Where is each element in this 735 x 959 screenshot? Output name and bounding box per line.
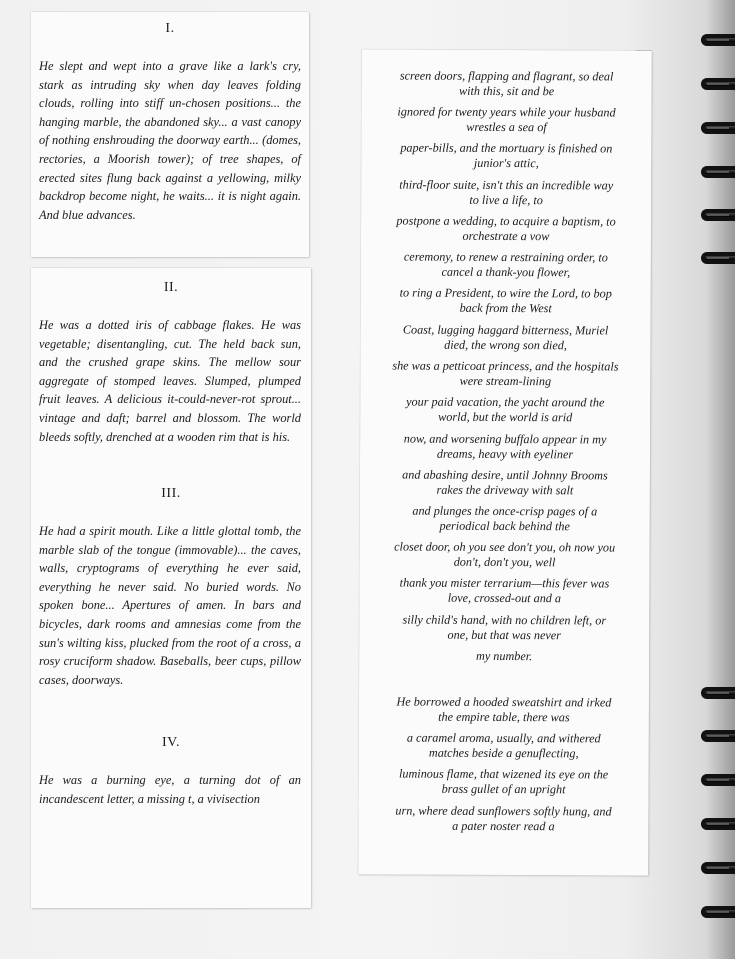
poem-stanza xyxy=(360,467,650,498)
poem-line: He borrowed a hooded sweatshirt and irked xyxy=(396,694,612,710)
poem-stanza xyxy=(359,766,649,797)
spiral-binding xyxy=(695,0,735,959)
section-1-text: He slept and wept into a grave like a lark's cry, stark as intruding sky when day leaves folding clouds, rolling into stiff un-chosen positions... the hanging marble, the abandoned sky... a vast canopy of nothing enshrouding the doorway earth... (domes, rectories, a Moorish tower); of tree shapes, of erected sites flung back against a yellowing, milky backdrop become night, he waits... it is night again. And blue advances. xyxy=(39,59,301,222)
poem-line: a caramel aroma, usually, and withered xyxy=(406,730,601,746)
poem-line: she was a petticoat princess, and the hospitals xyxy=(392,358,619,374)
poem-line-continuation: love, crossed-out and a xyxy=(447,590,562,606)
section-4-text: He was a burning eye, a turning dot of an incandescent letter, a missing t, a vivisection xyxy=(39,773,301,806)
poem-line: third-floor suite, isn't this an incredible way xyxy=(399,177,614,193)
poem-line: urn, where dead sunflowers softly hung, and xyxy=(395,803,612,819)
poem-stanza xyxy=(361,249,651,280)
poem-line-continuation: to live a life, to xyxy=(469,192,543,208)
poem-line: your paid vacation, the yacht around the xyxy=(406,394,605,410)
spiral-ring xyxy=(701,252,735,264)
poem-line-continuation: wrestles a sea of xyxy=(466,119,547,135)
poem-stanza xyxy=(360,503,650,534)
poem-line-continuation: a pater noster read a xyxy=(452,818,555,834)
poem-line-continuation: matches beside a genuflecting, xyxy=(428,745,579,761)
poem-stanza xyxy=(359,648,649,664)
poem-line-continuation: were stream-lining xyxy=(459,373,552,389)
section-1-numeral: I. xyxy=(165,21,175,36)
clipping-section-1 xyxy=(31,12,309,257)
poem-stanza xyxy=(359,575,649,606)
poem-stanza xyxy=(360,431,650,462)
spiral-ring xyxy=(701,122,735,134)
poem-stanza xyxy=(359,612,649,643)
poem-line-continuation: cancel a thank-you flower, xyxy=(441,264,571,280)
poem-stanza xyxy=(359,694,649,725)
poem-stanza xyxy=(360,539,650,570)
spiral-ring xyxy=(701,78,735,90)
spiral-ring xyxy=(701,687,735,699)
poem-stanza xyxy=(361,140,651,171)
clipping-poem-column xyxy=(358,49,652,875)
poem-stanza xyxy=(361,213,651,244)
poem-line-continuation: back from the West xyxy=(459,300,552,316)
poem-line: postpone a wedding, to acquire a baptism, to xyxy=(396,213,616,229)
poem-line-continuation: with this, sit and be xyxy=(459,83,555,99)
poem-line-continuation: don't, don't you, well xyxy=(453,554,556,570)
poem-line-continuation: orchestrate a vow xyxy=(462,228,550,244)
spiral-ring xyxy=(701,906,735,918)
poem-line-continuation: rakes the driveway with salt xyxy=(436,482,574,498)
poem-line-continuation: dreams, heavy with eyeliner xyxy=(436,446,574,462)
poem-stanza xyxy=(362,68,652,99)
poem-line: Coast, lugging haggard bitterness, Muriel xyxy=(402,322,609,338)
section-3-numeral: III. xyxy=(161,486,181,501)
spiral-ring xyxy=(701,166,735,178)
poem-stanza xyxy=(359,730,649,761)
section-4-numeral: IV. xyxy=(162,735,180,750)
poem-line: closet door, oh you see don't you, oh now you xyxy=(394,539,616,555)
section-2-numeral: II. xyxy=(163,280,179,295)
spiral-ring xyxy=(701,34,735,46)
poem-line: and abashing desire, until Johnny Brooms xyxy=(402,467,608,483)
poem-line: luminous flame, that wizened its eye on the xyxy=(399,766,609,782)
poem-stanza xyxy=(360,358,650,389)
poem-line-continuation: junior's attic, xyxy=(473,155,539,171)
poem-line-continuation: died, the wrong son died, xyxy=(444,337,567,353)
poem-stanza xyxy=(360,322,650,353)
poem-line: screen doors, flapping and flagrant, so deal xyxy=(399,68,614,84)
spiral-ring xyxy=(701,209,735,221)
poem-stanza xyxy=(360,394,650,425)
spiral-ring xyxy=(701,818,735,830)
poem-line-continuation: one, but that was never xyxy=(447,627,561,643)
section-3-text: He had a spirit mouth. Like a little glottal tomb, the marble slab of the tongue (immovable)... the caves, walls, cryptograms of everything he ever said, everything he never said. No buried words. No spoken bone... Apertures of amen. In bars and bicycles, dark rooms and amnesias come from the sun's wilting kiss, plucked from the root of a cross, a rosy cruciform shadow. Baseballs, beer cups, pillow cases, doorways. xyxy=(39,524,301,687)
poem-stanza xyxy=(358,803,648,834)
spiral-ring xyxy=(701,862,735,874)
poem-line: silly child's hand, with no children left, or xyxy=(402,612,607,628)
poem-line: now, and worsening buffalo appear in my xyxy=(403,431,607,447)
spiral-ring xyxy=(701,774,735,786)
poem-stanza xyxy=(361,177,651,208)
poem-line: paper-bills, and the mortuary is finished on xyxy=(400,140,613,156)
poem-line: to ring a President, to wire the Lord, to bop xyxy=(399,285,612,301)
section-2-text: He was a dotted iris of cabbage flakes. He was vegetable; disentangling, cut. The held back sun, and the crushed grape skins. The mellow sour aggregate of stomped leaves. Slumped, plumped fruit leaves. A delicious it-could-never-rot sprout... vintage and daft; barrel and blossom. The world bleeds softly, drenched at a wooden rim that is his. xyxy=(39,318,301,444)
poem-line: my number. xyxy=(476,648,533,664)
poem-line: thank you mister terrarium—this fever was xyxy=(399,575,610,591)
poem-stanza xyxy=(361,104,651,135)
poem-line-continuation: periodical back behind the xyxy=(439,518,570,534)
clipping-sections-2-4 xyxy=(31,268,311,908)
poem-line: and plunges the once-crisp pages of a xyxy=(412,503,598,519)
poem-line-continuation: the empire table, there was xyxy=(438,709,570,725)
poem-line-continuation: brass gullet of an upright xyxy=(441,781,566,797)
poem-line-continuation: world, but the world is arid xyxy=(438,409,573,425)
poem-stanza xyxy=(361,285,651,316)
spiral-ring xyxy=(701,730,735,742)
poem-line: ignored for twenty years while your husband xyxy=(397,104,616,120)
poem-line: ceremony, to renew a restraining order, to xyxy=(403,249,608,265)
